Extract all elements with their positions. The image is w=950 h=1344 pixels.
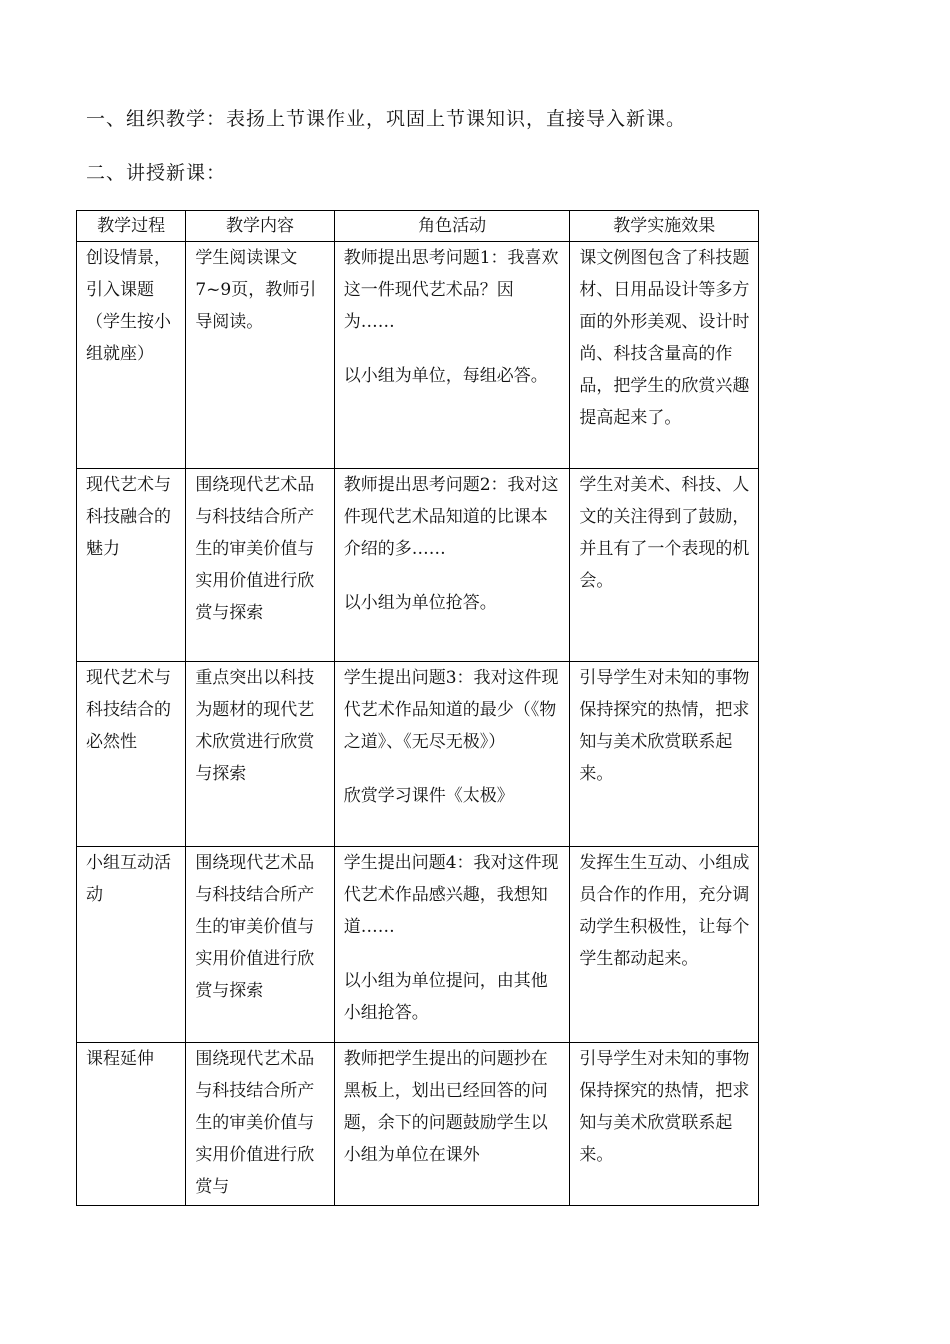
header-process: 教学过程	[77, 211, 186, 242]
header-effect: 教学实施效果	[570, 211, 759, 242]
cell-activity	[334, 847, 570, 1043]
cell-content: 重点突出以科技为题材的现代艺术欣赏进行欣赏与探索	[186, 662, 334, 847]
cell-effect: 课文例图包含了科技题材、日用品设计等多方面的外形美观、设计时尚、科技含量高的作品，把学生的欣赏兴趣提高起来了。	[570, 242, 759, 469]
cell-process: 现代艺术与科技融合的魅力	[77, 469, 186, 662]
cell-process: 创设情景，引入课题（学生按小组就座）	[77, 242, 186, 469]
table-row	[77, 1043, 759, 1206]
cell-content: 围绕现代艺术品与科技结合所产生的审美价值与实用价值进行欣赏与探索	[186, 469, 334, 662]
cell-content: 围绕现代艺术品与科技结合所产生的审美价值与实用价值进行欣赏与探索	[186, 847, 334, 1043]
cell-activity	[334, 1043, 570, 1206]
activity-line: 教师提出思考问题2：我对这件现代艺术品知道的比课本介绍的多……	[343, 475, 559, 559]
activity-line: 教师提出思考问题1：我喜欢这一件现代艺术品？因为……	[343, 248, 559, 332]
activity-line: 以小组为单位抢答。	[343, 593, 497, 613]
activity-line: 教师把学生提出的问题抄在黑板上，划出已经回答的问题，余下的问题鼓励学生以小组为单位在课外	[343, 1049, 548, 1165]
cell-process: 现代艺术与科技结合的必然性	[77, 662, 186, 847]
activity-line: 以小组为单位提问，由其他小组抢答。	[343, 971, 548, 1023]
cell-effect: 引导学生对未知的事物保持探究的热情，把求知与美术欣赏联系起来。	[570, 1043, 759, 1206]
table-row	[77, 662, 759, 847]
table-header-row	[77, 211, 759, 242]
cell-effect: 发挥生生互动、小组成员合作的作用，充分调动学生积极性，让每个学生都动起来。	[570, 847, 759, 1043]
cell-activity	[334, 662, 570, 847]
header-activity: 角色活动	[334, 211, 570, 242]
header-content: 教学内容	[186, 211, 334, 242]
cell-activity	[334, 469, 570, 662]
activity-line: 以小组为单位，每组必答。	[343, 366, 548, 386]
activity-line: 学生提出问题4：我对这件现代艺术作品感兴趣，我想知道……	[343, 853, 559, 937]
table-row	[77, 847, 759, 1043]
activity-line: 欣赏学习课件《太极》	[343, 786, 514, 806]
activity-line: 学生提出问题3：我对这件现代艺术作品知道的最少（《物之道》、《无尽无极》）	[343, 668, 559, 752]
cell-activity	[334, 242, 570, 469]
table-row	[77, 242, 759, 469]
cell-content: 学生阅读课文7~9页，教师引导阅读。	[186, 242, 334, 469]
section-heading-teach: 二、讲授新课：	[86, 162, 227, 184]
cell-process: 课程延伸	[77, 1043, 186, 1206]
cell-process: 小组互动活动	[77, 847, 186, 1043]
lesson-plan-table	[76, 210, 759, 1206]
cell-effect: 学生对美术、科技、人文的关注得到了鼓励，并且有了一个表现的机会。	[570, 469, 759, 662]
cell-effect: 引导学生对未知的事物保持探究的热情，把求知与美术欣赏联系起来。	[570, 662, 759, 847]
cell-content: 围绕现代艺术品与科技结合所产生的审美价值与实用价值进行欣赏与	[186, 1043, 334, 1206]
section-heading-organize: 一、组织教学：表扬上节课作业，巩固上节课知识，直接导入新课。	[86, 108, 687, 130]
table-row	[77, 469, 759, 662]
